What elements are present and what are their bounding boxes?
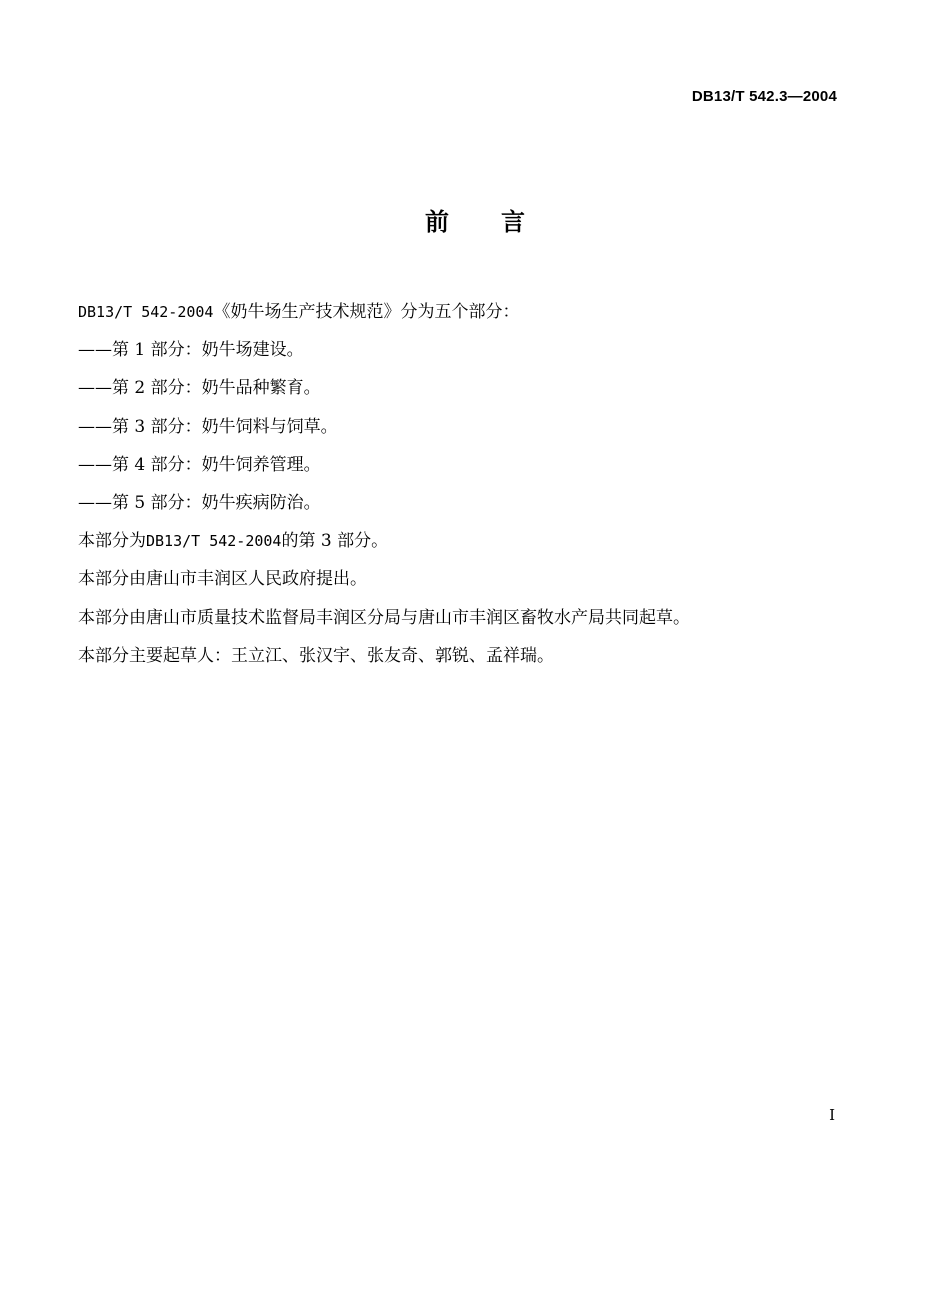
proposed-by-line: 本部分由唐山市丰润区人民政府提出。 [78, 569, 367, 590]
part-4-line: ——第 4 部分：奶牛饲养管理。 [78, 454, 321, 475]
page-title: 前言 [425, 208, 577, 236]
part-of-prefix: 本部分为 [78, 531, 146, 552]
drafted-by-line: 本部分由唐山市质量技术监督局丰润区分局与唐山市丰润区畜牧水产局共同起草。 [78, 607, 690, 628]
intro-line [78, 298, 878, 336]
foreword-body [78, 298, 878, 680]
main-drafters-line: 本部分主要起草人：王立江、张汉宇、张友奇、郭锐、孟祥瑞。 [78, 645, 554, 666]
part-of-standard-line [78, 527, 878, 565]
part-2-line: ——第 2 部分：奶牛品种繁育。 [78, 378, 321, 399]
intro-standard-code: DB13/T 542-2004 [78, 303, 214, 321]
part-1-line: ——第 1 部分：奶牛场建设。 [78, 340, 304, 361]
part-of-suffix: 的第 3 部分。 [281, 531, 389, 552]
standard-code: DB13/T 542.3—2004 [691, 88, 837, 105]
page-number: I [829, 1106, 835, 1124]
part-5-line: ——第 5 部分：奶牛疾病防治。 [78, 492, 321, 513]
part-3-line: ——第 3 部分：奶牛饲料与饲草。 [78, 416, 338, 437]
part-of-code: DB13/T 542-2004 [146, 532, 282, 551]
intro-text: 《奶牛场生产技术规范》分为五个部分： [213, 302, 520, 322]
